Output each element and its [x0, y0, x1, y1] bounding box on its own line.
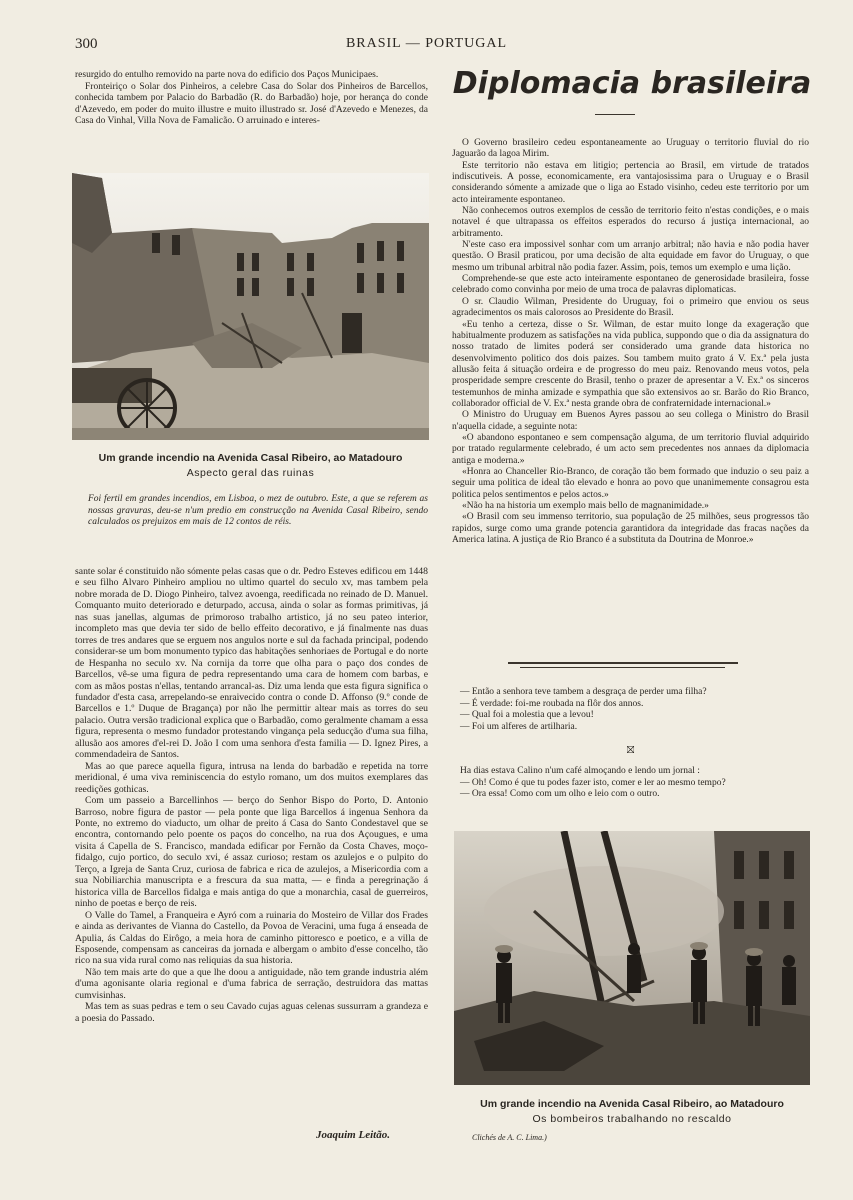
paragraph: O Governo brasileiro cedeu espontaneamente ao Uruguay o territorio fluvial do rio Jaguarão da lagoa Mirim.	[452, 138, 809, 160]
joke-dialogue-1	[460, 687, 810, 733]
paragraph: «Não ha na historia um exemplo mais bello de magnanimidade.»	[462, 501, 709, 511]
paragraph: Fronteiriço o Solar dos Pinheiros, a celebre Casa do Solar dos Pinheiros de Barcellos, conhecida tambem por Palacio do Barbadão (R. do Barbadão) hoje, por herança do conde d'Azevedo, em poder do muito illustre e muito illustrado sr. José d'Azevedo e Menezes, da Casa do Vinhal, Villa Nova de Famalicão. O arruinado e interes-	[75, 81, 428, 127]
photo2-subtitle: Os bombeiros trabalhando no rescaldo	[532, 1113, 732, 1125]
section-title: Diplomacia brasileira	[452, 66, 812, 101]
paragraph: «O Brasil com seu immenso territorio, sua população de 25 milhões, seus progressos tão rapidos, surge como uma grande potencia garantidora da integridade das fracas nações da America latina. A justiça de Rio Branco é a substituta da Doutrina de Monroe.»	[452, 512, 809, 546]
firefighters-illustration	[454, 831, 810, 1085]
photo1-subtitle: Aspecto geral das ruinas	[186, 467, 315, 479]
paragraph: Mas ao que parece aquella figura, intrusa na lenda do barbadão e repetida na torre meridional, é uma viva reminiscencia do estylo romano, um dos muitos exemplares das reedições gothicas.	[75, 760, 428, 795]
page-number: 300	[75, 36, 98, 52]
paragraph: «O abandono espontaneo e sem compensação alguma, de um territorio fluvial adquirido por tratado regularmente celebrado, é um acto sem precedentes nos annaes da diplomacia antiga e moderna.»	[452, 432, 809, 466]
paragraph: Com um passeio a Barcellinhos — berço do Senhor Bispo do Porto, D. Antonio Barroso, nobre figura de pastor — pela ponte que liga Barcellos á ingenua Senhora da Ponte, no extremo do viaducto, um olhar de preito á Casa do Santo Condestavel que se encontra, contornando pelo poente os paços do concelho, na rua dos Açougues, e uma visita á Capella de S. Francisco, mandada edificar por Fernão da Costa Chaves, moço-fidalgo, cujo portico, do seculo xvi, é assaz curioso; restam os azulejos e o pulpito do Terço, a Igreja de Santa Cruz, curiosa de fabrica e rica de azulejos, a Misericordia com a sua Nobiliarchia manuscripta e a frescura da sua matta, — e finda a peregrinação á historica villa de Barcellos fidalga e mais antiga do que a monarchia, casal de guerreiros, ninho de poetas e berço de reis.	[75, 795, 428, 910]
paragraph: Não conhecemos outros exemplos de cessão de territorio feito n'estas condições, e o mais notavel é que ultrapassa os effeitos esperados do recurso á justiça internacional, ao arbitramento.	[452, 206, 809, 239]
photo1-title: Um grande incendio na Avenida Casal Ribeiro, ao Matadouro	[98, 452, 403, 464]
photo1-note: Foi fertil em grandes incendios, em Lisboa, o mez de outubro. Este, a que se referem as nossas gravuras, deu-se n'um predio em construcção na Avenida Casal Ribeiro, sendo calculados os prejuizos em mais de 12 contos de réis.	[88, 494, 428, 527]
paragraph: O Valle do Tamel, a Franqueira e Ayró com a ruinaria do Mosteiro de Villar dos Frades e ainda as derivantes de Vianna do Castello, da Povoa de Veracini, uma fuga á enseada de Apulia, ás Caldas do Eirôgo, a meia hora de caminho pittoresco e poetico, e a villa de Esposende, compensam as canceiras da jornada e albergam o ambito d'esse concelho, tão rico na sua vida rural como nas reliquias da sua historia.	[75, 909, 428, 967]
paragraph: «Eu tenho a certeza, disse o Sr. Wilman, de estar muito longe da exageração que habitualmente produzem as satisfações na vida publica, suppondo que o dia da assignatura do nosso tratado de limites poderá ser considerado uma grande data historica no desenvolvimento politico dos dois paizes. Sou tambem muito grato á V. Ex.ª pela justa allusão feita á situação ordeira e de progresso do meu paiz. Renovando meus votos, pela prosperidade sempre crescente do Brasil, tenho o prazer de apresentar a V. Ex.ª os sinceros testemunhos de minha amizade e sympathia que são extensivos ao sr. Barão do Rio Branco, collaborador official de V. Ex.ª nesta grande obra de confraternidade internacional.»	[452, 319, 809, 409]
running-title: BRASIL — PORTUGAL	[345, 36, 508, 51]
dialogue-line: — Ora essa! Como com um olho e leio com o outro.	[460, 789, 660, 800]
firefighters-photo	[454, 831, 810, 1085]
section-divider-thin	[520, 667, 725, 668]
dialogue-line: — É verdade: foi-me roubada na flôr dos annos.	[460, 698, 644, 709]
section-divider	[508, 662, 738, 664]
joke-dialogue-2	[460, 766, 810, 801]
paragraph: Mas tem as suas pedras e tem o seu Cavado cujas aguas celenas sussurram a grandeza e a poesia do Passado.	[75, 1001, 428, 1024]
paragraph: N'este caso era impossivel sonhar com um arranjo arbitral; não havia e não podia haver questão. O Brasil praticou, por uma decisão de alta equidade em favor do Uruguay, o que mesmo um tribunal arbitral não podia fazer. Assim, pois, temos um exemplo e uma lição.	[452, 240, 809, 273]
author-signature: Joaquim Leitão.	[316, 1129, 390, 1141]
left-top-text	[75, 70, 428, 128]
paragraph: O sr. Claudio Wilman, Presidente do Uruguay, foi o primeiro que enviou os seus agradecimentos os mais calorosos ao Presidente do Brasil.	[452, 296, 809, 319]
diplomacy-article	[452, 138, 809, 546]
left-bottom-text	[75, 566, 428, 1024]
photo2-title: Um grande incendio na Avenida Casal Ribeiro, ao Matadouro	[480, 1098, 784, 1110]
dialogue-line: — Então a senhora teve tambem a desgraça de perder uma filha?	[460, 687, 707, 697]
paragraph: resurgido do entulho removido na parte nova do edificio dos Paços Municipaes.	[75, 70, 379, 80]
title-rule	[595, 114, 635, 115]
dialogue-line: Ha dias estava Calino n'um café almoçando e lendo um jornal :	[460, 766, 700, 776]
paragraph: O Ministro do Uruguay em Buenos Ayres passou ao seu collega o Ministro do Brasil n'aquella cidade, a seguinte nota:	[452, 410, 809, 432]
paragraph: Este territorio não estava em litigio; pertencia ao Brasil, em virtude de tratados indiscutiveis. A posse, economicamente, era vantajosissima para o Uruguay e o Brasil considerando sómente a amizade que o liga ao Estado visinho, cedeu este territorio por um acto inteiramente espontaneo.	[452, 160, 809, 205]
ornament-icon: ⛝	[626, 745, 635, 756]
dialogue-line: — Foi um alferes de artilharia.	[460, 721, 578, 732]
paragraph: Não tem mais arte do que a que lhe doou a antiguidade, não tem grande industria além d'uma agonisante olaria regional e d'uma fabrica de serração, destruidora das mattas cumvisinhas.	[75, 966, 428, 1001]
dialogue-line: — Qual foi a molestia que a levou!	[460, 710, 594, 721]
paragraph: Comprehende-se que este acto inteiramente espontaneo de generosidade brasileira, fosse celebrado como convinha por meio de uma troca de palavras diplomaticas.	[452, 274, 809, 296]
paragraph: sante solar é constituido não sómente pelas casas que o dr. Pedro Esteves edificou em 1448 e seu filho Alvaro Pinheiro ampliou no ultimo quartel do seculo xv, mas tambem pela nobre morada de D. Diogo Pinheiro, talvez avoenga, reedificada no reinado de D. Manuel. Comquanto muito deteriorado e deturpado, accusa, ainda o solar as formas primitivas, já nas suas janellas, algumas de primoroso trabalho artistico, já no seu pateo interior, incompleto mas que devia ter sido de bello effeito decorativo, e já finalmente nas duas torres de tres andares que se erguem nos angulos norte e sul da fachada principal, podendo considerar-se um bom monumento typico das habitações senhoriaes de Portugal e do norte de Hespanha no seculo xv. Na cornija da torre que olha para o paço dos condes de Barcellos, vê-se uma figura de pedra representando uma cara de homem com barbas, e com as mãos postas n'ellas, tentando arrancal-as. Diz uma lenda que esta figura significa o fundador d'esta casa, arrepelando-se enraivecido contra o conde D. Affonso (9.º conde de Barcellos e 1.º Duque de Bragança) por não lhe permittir altear mais as torres do seu palacio. Outra versão tradicional explica que o Barbadão, como geralmente chamam a essa figura, representa o mesmo fundador protestando vingança pela seducção d'uma sua filha, allusão aos amores d'el-rei D. João I com uma senhora d'esta familia — D. Ignez Pires, a commendadeira de Santos.	[75, 566, 428, 761]
paragraph: «Honra ao Chanceller Rio-Branco, de coração tão bem formado que induzio o seu paiz a seguir uma politica de ideal tão elevado e honra ao povo que unanimemente consagrou esta politica pelos sentimentos e pelos actos.»	[452, 466, 809, 500]
ruins-illustration	[72, 173, 429, 440]
dialogue-line: — Oh! Como é que tu podes fazer isto, comer e ler ao mesmo tempo?	[460, 777, 726, 788]
fire-ruins-photo	[72, 173, 429, 440]
photo-credit: Clichés de A. C. Lima.)	[472, 1133, 547, 1142]
